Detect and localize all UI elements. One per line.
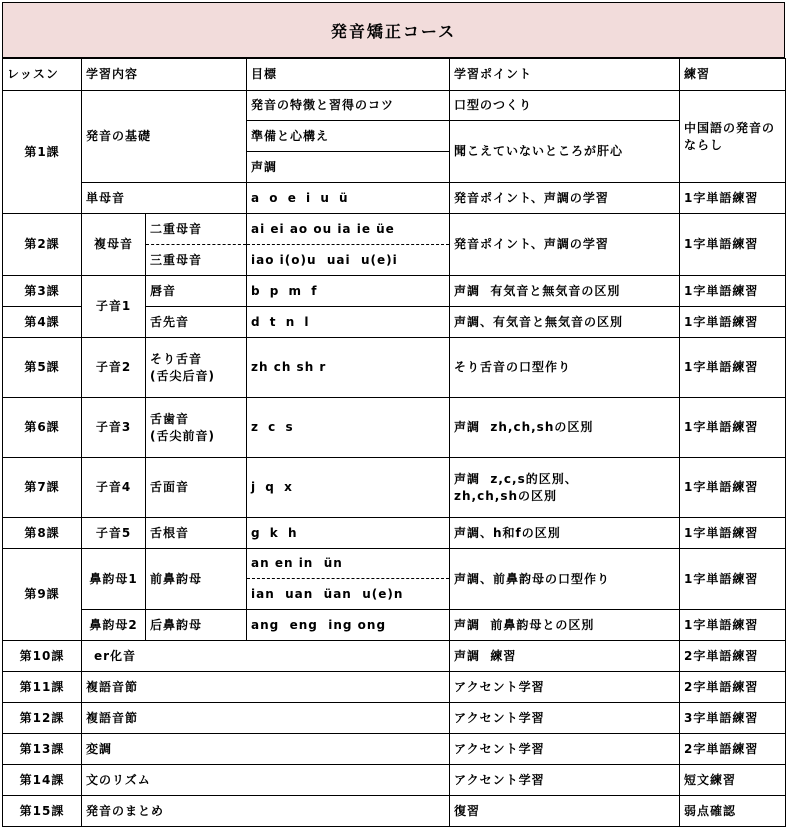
target-cell: 準備と心構え xyxy=(247,121,450,152)
target-cell: ang eng ing ong xyxy=(247,610,450,641)
content-cell: 子音3 xyxy=(82,398,146,458)
table-row xyxy=(3,549,786,579)
lesson-cell: 第5課 xyxy=(3,338,82,398)
lesson-cell: 第12課 xyxy=(3,703,82,734)
practice-cell: 1字単語練習 xyxy=(680,458,786,518)
practice-cell: 1字単語練習 xyxy=(680,518,786,549)
sub-cell: 二重母音 xyxy=(146,214,247,245)
table-row xyxy=(3,91,786,121)
header-point: 学習ポイント xyxy=(450,59,680,91)
target-cell: g k h xyxy=(247,518,450,549)
header-practice: 練習 xyxy=(680,59,786,91)
point-cell: 声調、前鼻韵母の口型作り xyxy=(450,549,680,610)
practice-cell: 1字単語練習 xyxy=(680,549,786,610)
target-cell: d t n l xyxy=(247,307,450,338)
practice-cell: 1字単語練習 xyxy=(680,214,786,276)
practice-cell: 弱点確認 xyxy=(680,796,786,827)
target-cell: z c s xyxy=(247,398,450,458)
point-cell: 復習 xyxy=(450,796,680,827)
target-cell: 発音の特徴と習得のコツ xyxy=(247,91,450,121)
lesson-cell: 第2課 xyxy=(3,214,82,276)
practice-cell: 1字単語練習 xyxy=(680,610,786,641)
point-cell: 声調、有気音と無気音の区別 xyxy=(450,307,680,338)
lesson-cell: 第1課 xyxy=(3,91,82,214)
point-cell: 声調 練習 xyxy=(450,641,680,672)
sub-cell: 三重母音 xyxy=(146,245,247,276)
content-cell: 単母音 xyxy=(82,183,247,214)
content-cell: 子音5 xyxy=(82,518,146,549)
point-cell: 声調 zh,ch,shの区別 xyxy=(450,398,680,458)
course-sheet xyxy=(2,2,785,827)
course-table xyxy=(2,58,786,827)
lesson-cell: 第8課 xyxy=(3,518,82,549)
point-cell: 声調 前鼻韵母との区別 xyxy=(450,610,680,641)
content-cell: 複語音節 xyxy=(82,672,450,703)
target-cell: iao i(o)u uai u(e)i xyxy=(247,245,450,276)
content-cell: 複語音節 xyxy=(82,703,450,734)
point-cell: 声調、h和fの区別 xyxy=(450,518,680,549)
point-cell: 聞こえていないところが肝心 xyxy=(450,121,680,183)
lesson-cell: 第7課 xyxy=(3,458,82,518)
point-cell: アクセント学習 xyxy=(450,672,680,703)
point-cell: アクセント学習 xyxy=(450,765,680,796)
practice-cell: 1字単語練習 xyxy=(680,183,786,214)
target-cell: b p m f xyxy=(247,276,450,307)
table-row xyxy=(3,672,786,703)
practice-cell: 2字単語練習 xyxy=(680,734,786,765)
content-cell: 鼻韵母2 xyxy=(82,610,146,641)
table-row xyxy=(3,398,786,458)
sub-cell: そり舌音 (舌尖后音) xyxy=(146,338,247,398)
practice-cell: 1字単語練習 xyxy=(680,398,786,458)
header-content: 学習内容 xyxy=(82,59,247,91)
lesson-cell: 第9課 xyxy=(3,549,82,641)
target-cell: a o e i u ü xyxy=(247,183,450,214)
practice-cell: 1字単語練習 xyxy=(680,338,786,398)
content-cell: 子音1 xyxy=(82,276,146,338)
content-cell: 子音4 xyxy=(82,458,146,518)
target-cell: zh ch sh r xyxy=(247,338,450,398)
sub-cell: 舌面音 xyxy=(146,458,247,518)
table-row xyxy=(3,734,786,765)
content-cell: 鼻韵母1 xyxy=(82,549,146,610)
content-cell: 複母音 xyxy=(82,214,146,276)
practice-cell: 2字単語練習 xyxy=(680,641,786,672)
content-cell: 発音のまとめ xyxy=(82,796,450,827)
target-cell: j q x xyxy=(247,458,450,518)
target-cell: 声調 xyxy=(247,152,450,183)
header-lesson: レッスン xyxy=(3,59,82,91)
content-cell: 子音2 xyxy=(82,338,146,398)
point-cell: アクセント学習 xyxy=(450,734,680,765)
target-cell: ai ei ao ou ia ie üe xyxy=(247,214,450,245)
table-row xyxy=(3,458,786,518)
point-cell: 口型のつくり xyxy=(450,91,680,121)
sub-cell: 舌先音 xyxy=(146,307,247,338)
lesson-cell: 第14課 xyxy=(3,765,82,796)
lesson-cell: 第15課 xyxy=(3,796,82,827)
table-row xyxy=(3,641,786,672)
table-row xyxy=(3,518,786,549)
lesson-cell: 第10課 xyxy=(3,641,82,672)
practice-cell: 3字単語練習 xyxy=(680,703,786,734)
content-cell: 発音の基礎 xyxy=(82,91,247,183)
point-cell: 声調 有気音と無気音の区別 xyxy=(450,276,680,307)
lesson-cell: 第3課 xyxy=(3,276,82,307)
content-cell: 文のリズム xyxy=(82,765,450,796)
sub-cell: 前鼻韵母 xyxy=(146,549,247,610)
target-cell: ian uan üan u(e)n xyxy=(247,579,450,610)
point-cell: そり舌音の口型作り xyxy=(450,338,680,398)
table-row xyxy=(3,183,786,214)
practice-cell: 2字単語練習 xyxy=(680,672,786,703)
table-row xyxy=(3,338,786,398)
table-row xyxy=(3,703,786,734)
content-cell: 変調 xyxy=(82,734,450,765)
practice-cell: 短文練習 xyxy=(680,765,786,796)
table-row xyxy=(3,796,786,827)
table-row xyxy=(3,610,786,641)
content-cell: er化音 xyxy=(82,641,450,672)
practice-cell: 1字単語練習 xyxy=(680,307,786,338)
table-row xyxy=(3,276,786,307)
point-cell: アクセント学習 xyxy=(450,703,680,734)
target-cell: an en in ün xyxy=(247,549,450,579)
header-row xyxy=(3,59,786,91)
table-row xyxy=(3,214,786,245)
sub-cell: 唇音 xyxy=(146,276,247,307)
point-cell: 声調 z,c,s的区別、 zh,ch,shの区別 xyxy=(450,458,680,518)
practice-cell: 中国語の発音のならし xyxy=(680,91,786,183)
sub-cell: 后鼻韵母 xyxy=(146,610,247,641)
point-cell: 発音ポイント、声調の学習 xyxy=(450,183,680,214)
sub-cell: 舌根音 xyxy=(146,518,247,549)
course-title: 発音矯正コース xyxy=(2,2,785,58)
lesson-cell: 第13課 xyxy=(3,734,82,765)
sub-cell: 舌歯音 (舌尖前音) xyxy=(146,398,247,458)
lesson-cell: 第4課 xyxy=(3,307,82,338)
practice-cell: 1字単語練習 xyxy=(680,276,786,307)
table-row xyxy=(3,765,786,796)
lesson-cell: 第11課 xyxy=(3,672,82,703)
lesson-cell: 第6課 xyxy=(3,398,82,458)
header-target: 目標 xyxy=(247,59,450,91)
point-cell: 発音ポイント、声調の学習 xyxy=(450,214,680,276)
